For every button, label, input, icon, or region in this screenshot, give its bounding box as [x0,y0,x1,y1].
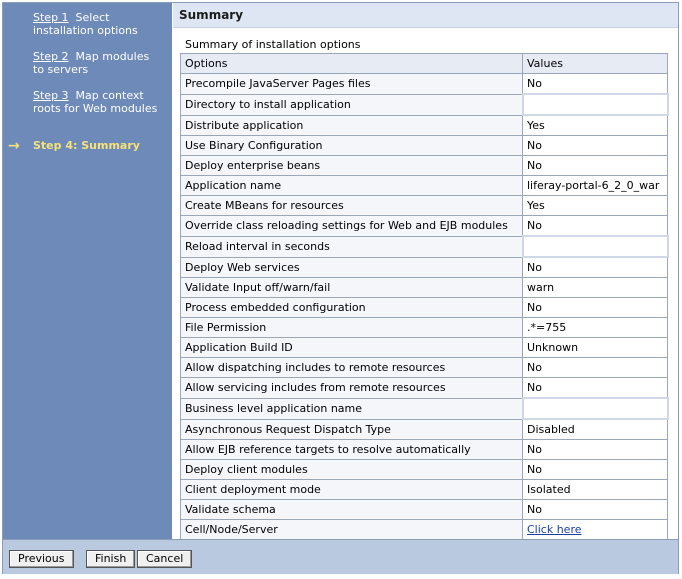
option-label: Use Binary Configuration [181,136,523,156]
option-value: No [523,74,668,95]
install-wizard-frame [2,2,679,574]
table-row [181,94,668,115]
option-value: liferay-portal-6_2_0_war [523,176,668,196]
previous-button[interactable]: Previous [9,550,74,568]
option-value [523,94,668,115]
option-value: warn [523,278,668,298]
wizard-step-2 [33,50,163,76]
table-row [181,278,668,298]
table-row [181,440,668,460]
option-value: No [523,378,668,399]
option-label: Validate schema [181,500,523,520]
table-row [181,176,668,196]
step-3-link[interactable]: Step 3 [33,89,69,102]
step-1-link[interactable]: Step 1 [33,11,69,24]
table-row [181,520,668,540]
table-row [181,156,668,176]
current-step-arrow-icon: → [8,138,20,154]
table-row [181,500,668,520]
option-label: Precompile JavaServer Pages files [181,74,523,95]
column-header-options: Options [181,54,523,74]
option-value: No [523,460,668,480]
table-row [181,136,668,156]
table-row [181,236,668,257]
option-label: Deploy client modules [181,460,523,480]
wizard-step-4-current: Step 4: Summary [33,139,140,152]
table-row [181,419,668,440]
option-value [523,520,668,540]
option-value: No [523,358,668,378]
table-header-row [181,54,668,74]
table-row [181,257,668,278]
option-label: File Permission [181,318,523,338]
option-value: Yes [523,115,668,136]
wizard-step-1 [33,11,163,37]
option-value: Unknown [523,338,668,358]
summary-caption: Summary of installation options [185,38,361,51]
table-row [181,216,668,237]
option-value: No [523,136,668,156]
table-row [181,338,668,358]
table-row [181,74,668,95]
option-label: Allow EJB reference targets to resolve automatically [181,440,523,460]
option-value: No [523,500,668,520]
option-label: Validate Input off/warn/fail [181,278,523,298]
option-value: No [523,440,668,460]
wizard-steps-sidebar [3,3,172,539]
option-value: Yes [523,196,668,216]
table-row [181,460,668,480]
summary-panel [173,3,678,539]
step-3-title: Map context roots for Web modules [33,89,158,115]
option-label: Allow servicing includes from remote resources [181,378,523,399]
option-label: Business level application name [181,398,523,419]
step-1-title: Select installation options [33,11,138,37]
wizard-button-bar [3,539,678,574]
option-label: Cell/Node/Server [181,520,523,540]
table-row [181,480,668,500]
option-value: Disabled [523,419,668,440]
finish-button[interactable]: Finish [86,550,135,568]
option-label: Reload interval in seconds [181,236,523,257]
option-label: Application name [181,176,523,196]
option-value: No [523,257,668,278]
option-label: Asynchronous Request Dispatch Type [181,419,523,440]
option-label: Deploy Web services [181,257,523,278]
option-label: Application Build ID [181,338,523,358]
option-label: Override class reloading settings for Web and EJB modules [181,216,523,237]
table-row [181,115,668,136]
option-value: .*=755 [523,318,668,338]
option-value: Isolated [523,480,668,500]
step-2-title: Map modules to servers [33,50,150,76]
option-label: Deploy enterprise beans [181,156,523,176]
table-row [181,398,668,419]
option-value [523,236,668,257]
option-label: Process embedded configuration [181,298,523,318]
option-label: Distribute application [181,115,523,136]
table-row [181,378,668,399]
option-label: Directory to install application [181,94,523,115]
column-header-values: Values [523,54,668,74]
step-2-link[interactable]: Step 2 [33,50,69,63]
option-value: No [523,298,668,318]
option-value: No [523,156,668,176]
option-label: Allow dispatching includes to remote resources [181,358,523,378]
cancel-button[interactable]: Cancel [137,550,192,568]
option-label: Create MBeans for resources [181,196,523,216]
option-label: Client deployment mode [181,480,523,500]
option-value: No [523,216,668,237]
table-row [181,358,668,378]
option-value [523,398,668,419]
wizard-step-3 [33,89,163,115]
summary-table [180,53,669,540]
table-row [181,298,668,318]
page-title: Summary [179,8,244,22]
table-row [181,318,668,338]
table-row [181,196,668,216]
cell-node-server-link[interactable]: Click here [527,523,582,536]
summary-header [173,3,678,28]
